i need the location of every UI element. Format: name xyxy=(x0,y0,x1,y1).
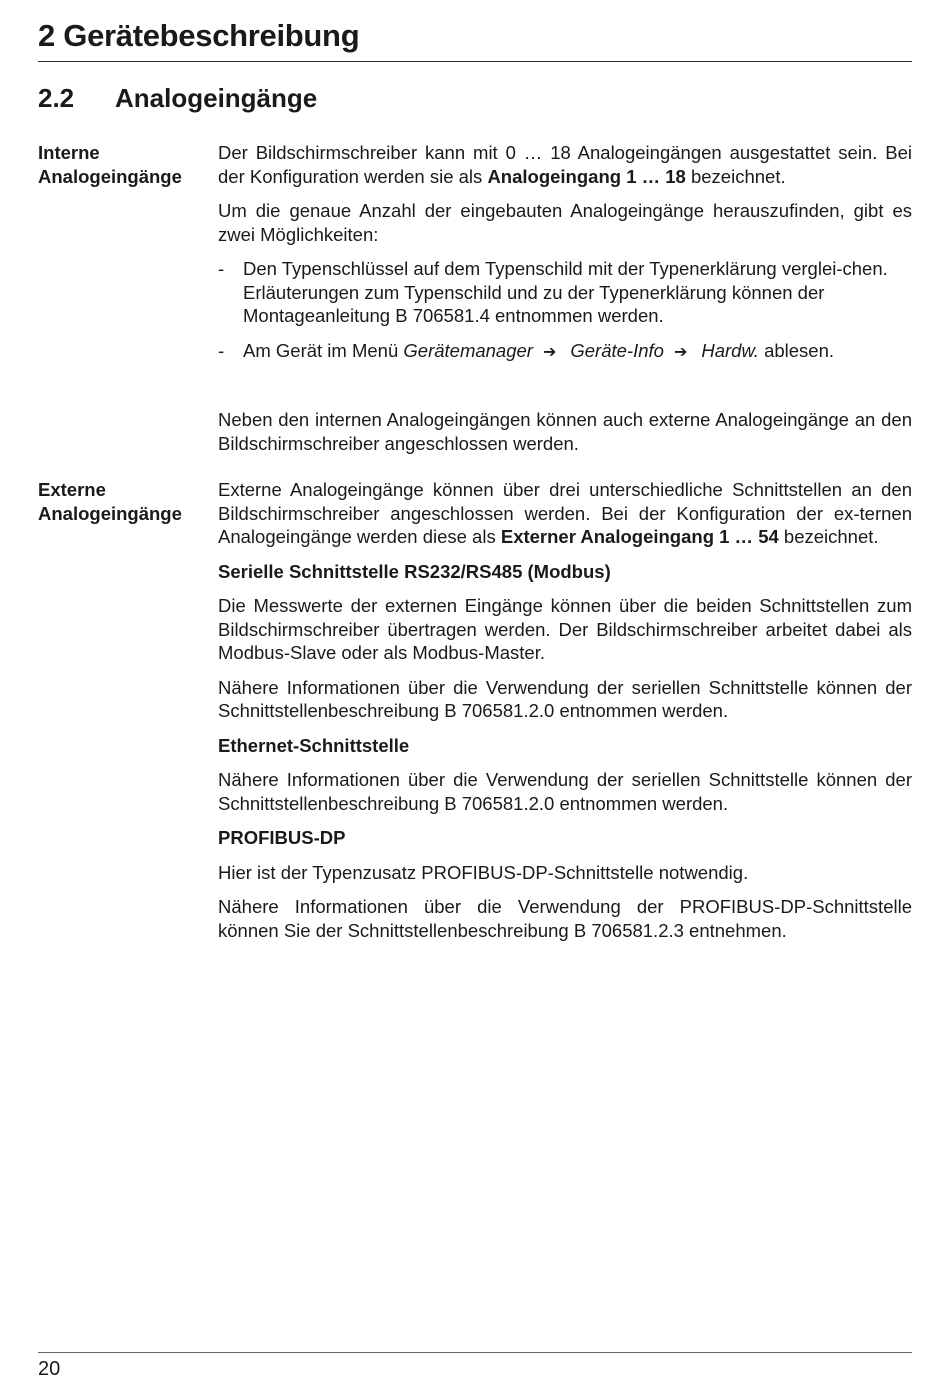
label-line: Externe xyxy=(38,479,106,500)
paragraph xyxy=(218,478,912,549)
list-item xyxy=(218,257,912,328)
list-dash: - xyxy=(218,339,225,361)
text-run: Externe Analogeingänge können über drei unterschiedliche Schnittstellen an den Bildschirmschreiber angeschlossen werden. Bei der Konfiguration der ex-ternen Analogeingänge werden diese als xyxy=(218,479,912,547)
text-run: Am Gerät im Menü xyxy=(243,339,404,361)
paragraph: Neben den internen Analogeingängen können auch externe Analogeingänge an den Bildschirmschreiber angeschlossen werden. xyxy=(218,409,912,454)
section-title xyxy=(38,83,317,114)
text-run: bezeichnet. xyxy=(685,165,786,187)
menu-path-item: Hardw. xyxy=(701,339,759,361)
section-title-text: Analogeingänge xyxy=(115,83,318,113)
label-line: Analogeingänge xyxy=(38,166,182,187)
label-line: Interne xyxy=(38,142,100,163)
subheading-ethernet: Ethernet-Schnittstelle xyxy=(218,734,410,756)
text-run: ablesen. xyxy=(758,339,835,361)
page-number: 20 xyxy=(38,1358,61,1380)
subheading-profibus: PROFIBUS-DP xyxy=(218,827,346,848)
paragraph xyxy=(218,141,912,188)
footer-divider xyxy=(38,1352,912,1353)
internal-inputs-label xyxy=(38,141,213,189)
paragraph: Die Messwerte der externen Eingänge können über die beiden Schnittstellen zum Bildschirmschreiber übertragen werden. Der Bildschirmschreiber arbeitet dabei als Modbus-Slave oder als Modbus-Master. xyxy=(218,595,912,663)
paragraph: Nähere Informationen über die Verwendung der PROFIBUS-DP-Schnittstelle können Sie der Schnittstellenbeschreibung B 706581.2.3 entnehmen. xyxy=(218,896,912,941)
list-dash: - xyxy=(218,258,225,279)
subheading-serial: Serielle Schnittstelle RS232/RS485 (Modbus) xyxy=(218,560,611,582)
paragraph: Um die genaue Anzahl der eingebauten Analogeingänge herauszufinden, gibt es zwei Möglichkeiten: xyxy=(218,200,912,245)
chapter-title: 2 Gerätebeschreibung xyxy=(38,18,360,53)
list-item-text: Den Typenschlüssel auf dem Typenschild mit der Typenerklärung verglei-chen. Erläuterungen zum Typenschild und zu der Typenerklärung können der Montageanleitung B 706581.4 entnommen werden. xyxy=(243,258,888,326)
external-inputs-label xyxy=(38,478,213,526)
paragraph: Nähere Informationen über die Verwendung der seriellen Schnittstelle können der Schnittstellenbeschreibung B 706581.2.0 entnommen werden. xyxy=(218,769,912,814)
text-run: bezeichnet. xyxy=(778,526,879,547)
section-number: 2.2 xyxy=(38,83,75,113)
paragraph: Hier ist der Typenzusatz PROFIBUS-DP-Schnittstelle notwendig. xyxy=(218,861,749,883)
bold-term: Analogeingang 1 … 18 xyxy=(487,165,686,187)
arrow-right-icon: ➔ xyxy=(542,343,557,361)
external-inputs-body xyxy=(218,478,912,953)
bold-term: Externer Analogeingang 1 … 54 xyxy=(500,526,779,547)
menu-path-item: Geräte-Info xyxy=(570,339,664,361)
text-run: Der Bildschirmschreiber kann mit 0 … 18 Analogeingängen ausgestattet sein. Bei der Konfiguration werden sie als xyxy=(218,142,912,187)
chapter-divider xyxy=(38,61,912,62)
internal-inputs-body xyxy=(218,141,912,466)
list-item xyxy=(218,339,912,365)
arrow-right-icon: ➔ xyxy=(673,343,688,361)
paragraph: Nähere Informationen über die Verwendung der seriellen Schnittstelle können der Schnittstellenbeschreibung B 706581.2.0 entnommen werden. xyxy=(218,676,912,721)
label-line: Analogeingänge xyxy=(38,503,182,524)
menu-path-item: Gerätemanager xyxy=(403,339,533,361)
